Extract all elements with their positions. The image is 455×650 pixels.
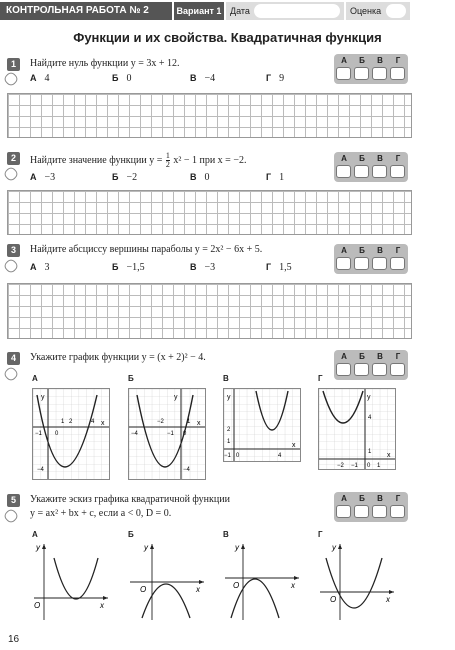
answer-cell[interactable] <box>390 363 405 376</box>
answer-cell[interactable] <box>336 67 351 80</box>
answer-letter: Б <box>359 56 365 65</box>
option-b: Б −1,5 <box>112 262 145 273</box>
option-b: Б 0 <box>112 73 132 84</box>
answer-cell[interactable] <box>372 67 387 80</box>
origin-label: O <box>34 601 41 610</box>
graph-label: Б <box>128 374 134 383</box>
graph-g[interactable] <box>318 388 396 470</box>
answer-cell[interactable] <box>354 505 369 518</box>
page-header <box>0 0 455 22</box>
answer-cell[interactable] <box>390 257 405 270</box>
graph-label: В <box>223 374 229 383</box>
tick-label: −4 <box>183 467 190 473</box>
grade-field[interactable] <box>346 2 410 20</box>
option-v: В −3 <box>190 262 216 273</box>
question-number: 2 <box>7 152 20 165</box>
answer-letter: А <box>341 246 347 255</box>
answer-cell[interactable] <box>372 363 387 376</box>
answer-cell[interactable] <box>390 165 405 178</box>
answer-cell[interactable] <box>354 363 369 376</box>
axis-label: x <box>387 452 391 459</box>
answer-letter: Б <box>359 352 365 361</box>
grade-label: Оценка <box>350 6 382 16</box>
axis-label: x <box>386 595 390 604</box>
answer-letter: А <box>341 352 347 361</box>
answer-box-1[interactable] <box>334 54 408 84</box>
answer-cell[interactable] <box>390 67 405 80</box>
answer-letter: В <box>377 56 383 65</box>
workspace-grid[interactable] <box>7 93 412 138</box>
tick-label: −1 <box>224 453 231 459</box>
sketch-g[interactable] <box>316 540 396 622</box>
option-g: Г 9 <box>266 73 285 84</box>
variant-label: Вариант 1 <box>174 2 224 20</box>
origin-label: O <box>330 595 337 604</box>
question-number: 4 <box>7 352 20 365</box>
axis-label: y <box>227 394 231 401</box>
answer-letter: Б <box>359 494 365 503</box>
answer-box-5[interactable] <box>334 492 408 522</box>
tick-label: −2 <box>337 463 344 469</box>
tick-label: 4 <box>91 419 95 425</box>
answer-box-2[interactable] <box>334 152 408 182</box>
sketch-label: В <box>223 530 229 539</box>
answer-cell[interactable] <box>336 257 351 270</box>
tick-label: −4 <box>37 467 44 473</box>
answer-cell[interactable] <box>372 165 387 178</box>
answer-letter: В <box>377 352 383 361</box>
axis-label: y <box>144 543 148 552</box>
answer-cell[interactable] <box>336 165 351 178</box>
tick-label: 4 <box>278 453 282 459</box>
option-v: В −4 <box>190 73 216 84</box>
answer-cell[interactable] <box>372 257 387 270</box>
answer-letter: А <box>341 56 347 65</box>
graph-v[interactable] <box>223 388 301 462</box>
option-a: А −3 <box>30 172 56 183</box>
tick-label: −2 <box>157 419 164 425</box>
tick-label: 2 <box>69 419 73 425</box>
question-marker-icon <box>3 258 20 275</box>
answer-box-3[interactable] <box>334 244 408 274</box>
tick-label: 0 <box>55 431 59 437</box>
axis-label: x <box>292 442 296 449</box>
page-number: 16 <box>8 634 20 645</box>
sketch-label: А <box>32 530 38 539</box>
tick-label: 1 <box>368 449 372 455</box>
sketch-label: Б <box>128 530 134 539</box>
axis-label: y <box>367 394 371 401</box>
tick-label: 0 <box>367 463 371 469</box>
option-g: Г 1,5 <box>266 262 292 273</box>
question-text: Укажите график функции y = (x + 2)² − 4. <box>30 352 206 363</box>
answer-letter: Г <box>395 154 401 163</box>
answer-cell[interactable] <box>354 257 369 270</box>
sketch-label: Г <box>318 530 323 539</box>
tick-label: 0 <box>236 453 240 459</box>
answer-letter: А <box>341 494 347 503</box>
option-b: Б −2 <box>112 172 138 183</box>
axis-label: x <box>100 601 104 610</box>
option-a: А 3 <box>30 262 50 273</box>
answer-letter: В <box>377 154 383 163</box>
question-text: Укажите эскиз графика квадратичной функции <box>30 494 230 505</box>
answer-letter: Б <box>359 246 365 255</box>
graph-b[interactable] <box>128 388 206 480</box>
question-number: 5 <box>7 494 20 507</box>
option-v: В 0 <box>190 172 210 183</box>
tick-label: −1 <box>35 431 42 437</box>
axis-label: x <box>101 420 105 427</box>
answer-cell[interactable] <box>354 165 369 178</box>
question-number: 3 <box>7 244 20 257</box>
question-text: Найдите значение функции y = $\frac{1}{2}$ x² − 1 при x = −2. <box>30 151 247 169</box>
graph-label: А <box>32 374 38 383</box>
question-marker-icon <box>3 166 20 183</box>
tick-label: 0 <box>183 431 187 437</box>
axis-label: y <box>36 543 40 552</box>
tick-label: 1 <box>377 463 381 469</box>
answer-cell[interactable] <box>372 505 387 518</box>
axis-label: y <box>332 543 336 552</box>
tick-label: 2 <box>227 427 231 433</box>
axis-label: y <box>174 394 178 401</box>
answer-letter: Г <box>395 352 401 361</box>
axis-label: y <box>235 543 239 552</box>
sketch-v[interactable] <box>221 540 301 622</box>
question-marker-icon <box>3 366 20 383</box>
tick-label: 1 <box>227 439 231 445</box>
date-field[interactable] <box>226 2 344 20</box>
axis-label: y <box>41 394 45 401</box>
axis-label: x <box>291 581 295 590</box>
tick-label: −4 <box>131 431 138 437</box>
answer-cell[interactable] <box>336 505 351 518</box>
question-marker-icon <box>3 71 20 88</box>
question-text: Найдите абсциссу вершины параболы y = 2x² − 6x + 5. <box>30 244 263 255</box>
graph-label: Г <box>318 374 323 383</box>
option-g: Г 1 <box>266 172 285 183</box>
date-label: Дата <box>230 6 250 16</box>
sketch-a[interactable] <box>30 540 110 622</box>
page-title: Функции и их свойства. Квадратичная функция <box>73 30 382 45</box>
axis-label: x <box>197 420 201 427</box>
tick-label: 1 <box>187 419 191 425</box>
grade-input[interactable] <box>386 4 406 18</box>
answer-letter: А <box>341 154 347 163</box>
date-input[interactable] <box>254 4 340 18</box>
answer-letter: Г <box>395 494 401 503</box>
axis-label: x <box>196 585 200 594</box>
sketch-b[interactable] <box>126 540 206 622</box>
answer-letter: Г <box>395 246 401 255</box>
answer-letter: В <box>377 494 383 503</box>
answer-cell[interactable] <box>336 363 351 376</box>
graph-a[interactable] <box>32 388 110 480</box>
question-text-line2: y = ax² + bx + c, если a < 0, D = 0. <box>30 508 172 519</box>
question-text: Найдите нуль функции y = 3x + 12. <box>30 58 180 69</box>
answer-cell[interactable] <box>390 505 405 518</box>
tick-label: −1 <box>167 431 174 437</box>
answer-letter: Б <box>359 154 365 163</box>
answer-box-4[interactable] <box>334 350 408 380</box>
workspace-grid[interactable] <box>7 190 412 235</box>
work-title: КОНТРОЛЬНАЯ РАБОТА № 2 <box>0 2 172 20</box>
tick-label: 1 <box>61 419 65 425</box>
tick-label: −1 <box>351 463 358 469</box>
answer-cell[interactable] <box>354 67 369 80</box>
answer-letter: В <box>377 246 383 255</box>
question-number: 1 <box>7 58 20 71</box>
answer-letter: Г <box>395 56 401 65</box>
question-marker-icon <box>3 508 20 525</box>
tick-label: 4 <box>368 415 372 421</box>
origin-label: O <box>140 585 147 594</box>
workspace-grid[interactable] <box>7 283 412 339</box>
origin-label: O <box>233 581 240 590</box>
option-a: А 4 <box>30 73 50 84</box>
